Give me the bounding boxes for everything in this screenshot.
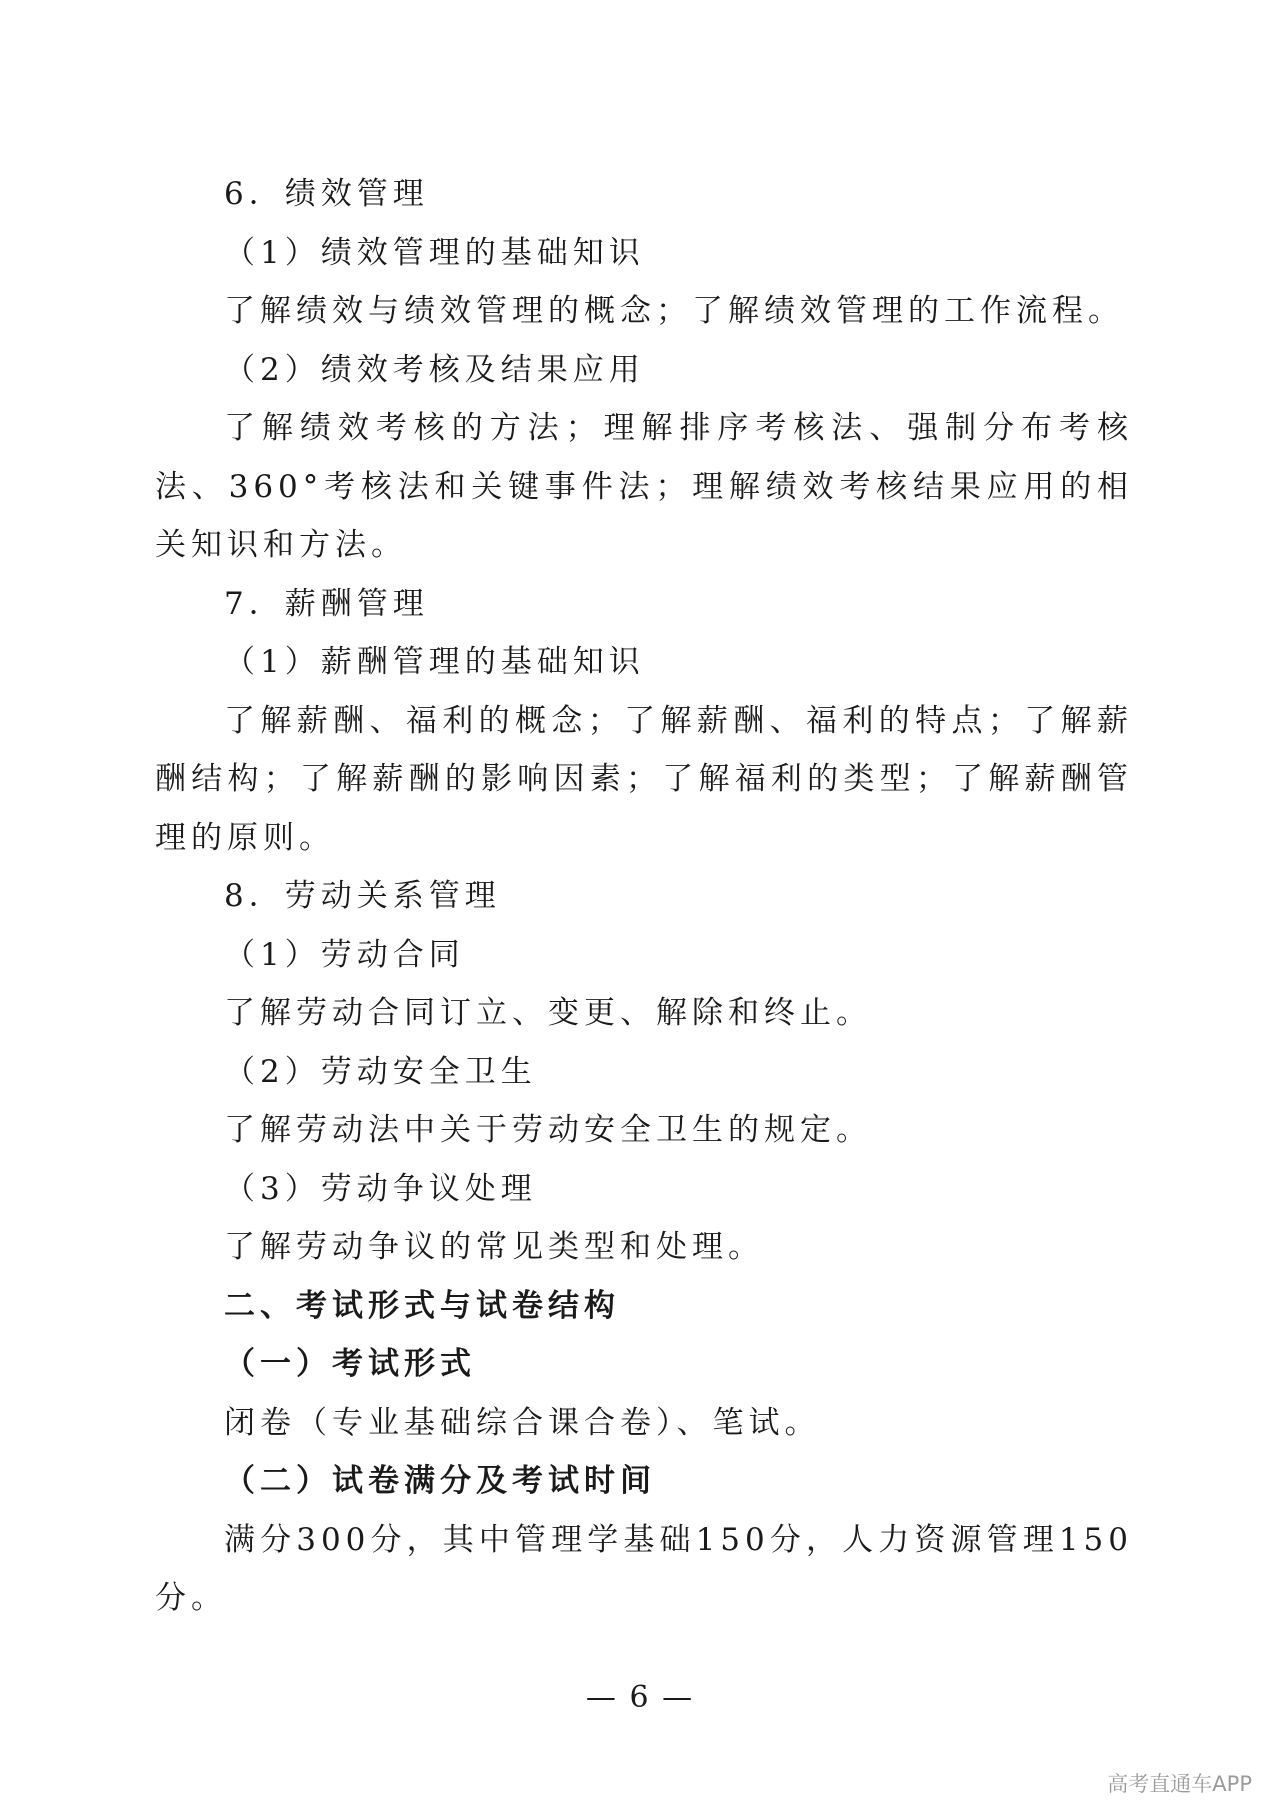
paragraph-labor-dispute: 了解劳动争议的常见类型和处理。	[224, 1229, 764, 1265]
paragraph-exam-form: 闭卷（专业基础综合课合卷）、笔试。	[224, 1404, 821, 1441]
paragraph-labor-safety: 了解劳动法中关于劳动安全卫生的规定。	[224, 1112, 872, 1148]
paragraph-compensation-basics: 了解薪酬、福利的概念；了解薪酬、福利的特点；了解薪酬结构；了解薪酬的影响因素；了解福利的类型；了解薪酬管理的原则。	[155, 702, 1133, 856]
document-body	[155, 165, 1133, 1628]
subheading-labor-dispute: （3）劳动争议处理	[224, 1170, 537, 1207]
heading-performance-management: 6．绩效管理	[224, 176, 429, 212]
subheading-labor-safety: （2）劳动安全卫生	[224, 1053, 537, 1090]
section-heading-exam-format: 二、考试形式与试卷结构	[224, 1287, 620, 1324]
subheading-compensation-basics: （1）薪酬管理的基础知识	[224, 644, 645, 680]
subheading-performance-basics: （1）绩效管理的基础知识	[224, 234, 645, 271]
paragraph-performance-appraisal: 了解绩效考核的方法；理解排序考核法、强制分布考核法、360°考核法和关键事件法；理解绩效考核结果应用的相关知识和方法。	[155, 410, 1133, 563]
paragraph-score-time: 满分300分，其中管理学基础150分，人力资源管理150分。	[155, 1521, 1133, 1616]
heading-compensation-management: 7．薪酬管理	[224, 585, 429, 622]
subheading-performance-appraisal: （2）绩效考核及结果应用	[224, 351, 645, 388]
paragraph-labor-contract: 了解劳动合同订立、变更、解除和终止。	[224, 995, 872, 1031]
heading-labor-relations: 8．劳动关系管理	[224, 878, 501, 914]
page-number: — 6 —	[585, 1680, 695, 1715]
paragraph-performance-basics: 了解绩效与绩效管理的概念；了解绩效管理的工作流程。	[224, 293, 1124, 329]
watermark: 高考直通车APP	[1107, 1772, 1252, 1796]
subheading-labor-contract: （1）劳动合同	[224, 936, 465, 973]
section-subheading-score-time: （二）试卷满分及考试时间	[224, 1463, 656, 1499]
section-subheading-exam-form: （一）考试形式	[224, 1346, 476, 1382]
